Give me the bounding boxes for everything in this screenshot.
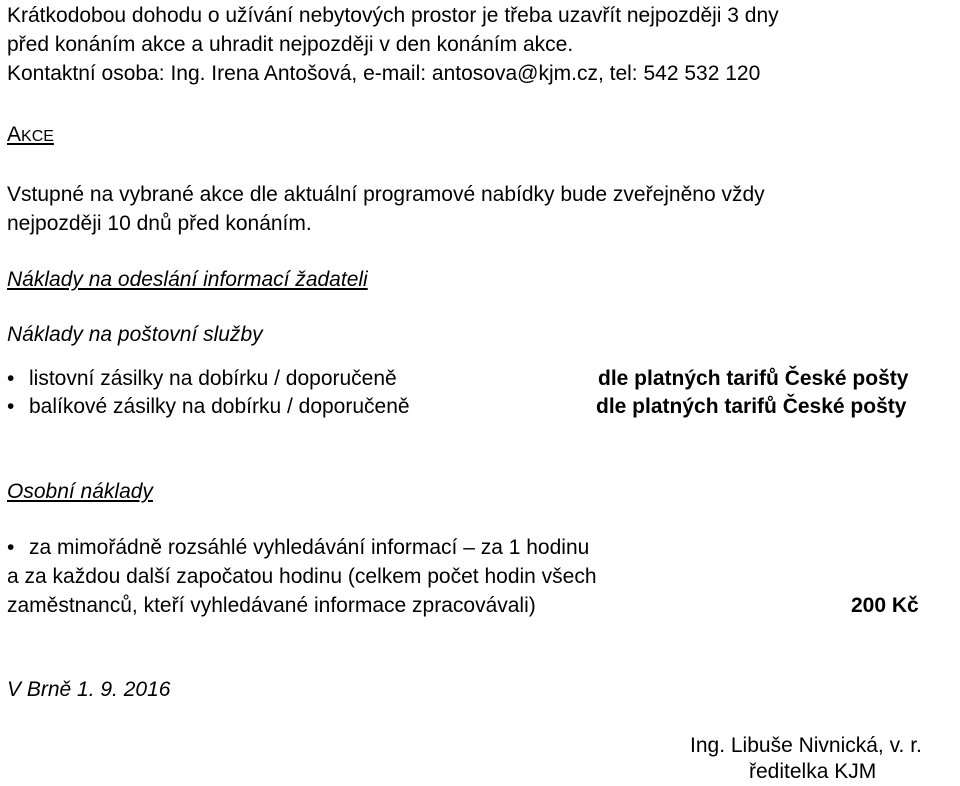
intro-line-1: Krátkodobou dohodu o užívání nebytových prostor je třeba uzavřít nejpozději 3 dny (7, 4, 779, 27)
costs-heading: Náklady na odeslání informací žadateli (7, 268, 368, 291)
postal-item-1 (7, 364, 397, 393)
personal-paragraph (7, 533, 597, 620)
postal-item-1-value: dle platných tarifů České pošty (598, 367, 909, 390)
personal-heading: Osobní náklady (7, 480, 153, 503)
bullet-icon: • (7, 367, 15, 390)
akce-line-2: nejpozději 10 dnů před konáním. (7, 212, 312, 235)
akce-heading (7, 120, 54, 151)
akce-line-1: Vstupné na vybrané akce dle aktuální programové nabídky bude zveřejněno vždy (7, 183, 765, 206)
personal-line-1 (7, 533, 597, 562)
intro-line-3: Kontaktní osoba: Ing. Irena Antošová, e-mail: antosova@kjm.cz, tel: 542 532 120 (7, 62, 761, 85)
signer-name: Ing. Libuše Nivnická, v. r. (690, 734, 922, 757)
bullet-icon: • (7, 395, 15, 418)
personal-price: 200 Kč (851, 594, 919, 617)
akce-heading-rest: KCE (21, 128, 54, 145)
intro-line-2: před konáním akce a uhradit nejpozději v den konáním akce. (7, 33, 574, 56)
personal-line-3: zaměstnanců, kteří vyhledávané informace zpracovávali) (7, 594, 536, 617)
akce-paragraph (7, 180, 765, 238)
postal-item-2-value: dle platných tarifů České pošty (596, 395, 907, 418)
akce-heading-first-letter: A (7, 123, 22, 146)
signer-title: ředitelka KJM (749, 760, 877, 783)
postal-item-2 (7, 392, 410, 421)
postal-item-1-label: listovní zásilky na dobírku / doporučeně (29, 367, 397, 390)
intro-paragraph (7, 1, 779, 88)
personal-line-1-text: za mimořádně rozsáhlé vyhledávání informací – za 1 hodinu (29, 536, 590, 559)
place-date: V Brně 1. 9. 2016 (7, 678, 171, 701)
postal-item-2-label: balíkové zásilky na dobírku / doporučeně (29, 395, 410, 418)
personal-line-2: a za každou další započatou hodinu (celkem počet hodin všech (7, 565, 597, 588)
postal-heading: Náklady na poštovní služby (7, 323, 263, 346)
bullet-icon: • (7, 536, 15, 559)
